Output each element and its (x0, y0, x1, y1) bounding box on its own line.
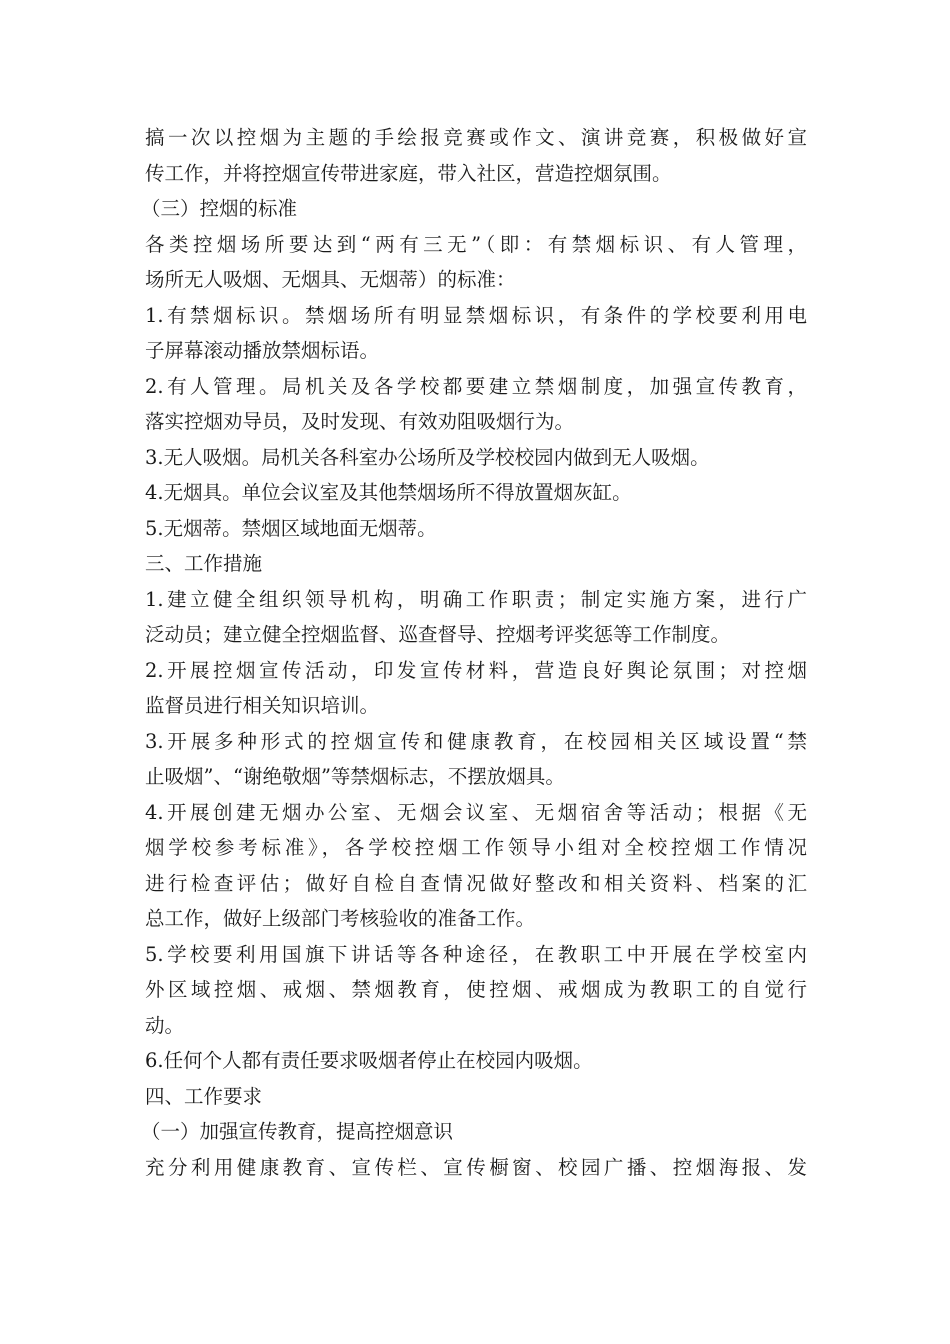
document-body (141, 120, 807, 1185)
text-line: （三）控烟的标准 (141, 197, 298, 220)
text-line: 监督员进行相关知识培训。 (145, 694, 380, 717)
text-line: 1.建立健全组织领导机构，明确工作职责；制定实施方案，进行广 (145, 587, 807, 611)
text-line: 泛动员；建立健全控烟监督、巡查督导、控烟考评奖惩等工作制度。 (145, 623, 731, 646)
text-line: 烟学校参考标准》，各学校控烟工作领导小组对全校控烟工作情况 (145, 836, 807, 859)
text-line: 充分利用健康教育、宣传栏、宣传橱窗、校园广播、控烟海报、发 (145, 1155, 807, 1179)
text-line: 落实控烟劝导员，及时发现、有效劝阻吸烟行为。 (145, 410, 575, 433)
text-line: 4.开展创建无烟办公室、无烟会议室、无烟宿舍等活动；根据《无 (145, 800, 807, 824)
text-line: 2.开展控烟宣传活动，印发宣传材料，营造良好舆论氛围；对控烟 (145, 658, 807, 682)
text-line: 4.无烟具。单位会议室及其他禁烟场所不得放置烟灰缸。 (145, 481, 632, 504)
text-line: 搞一次以控烟为主题的手绘报竞赛或作文、演讲竞赛，积极做好宣 (145, 126, 807, 149)
text-line: 5.学校要利用国旗下讲话等各种途径，在教职工中开展在学校室内 (145, 942, 807, 966)
text-line: 止吸烟”、“谢绝敬烟”等禁烟标志，不摆放烟具。 (145, 765, 565, 788)
text-line: 总工作，做好上级部门考核验收的准备工作。 (145, 907, 536, 930)
text-line: 四、工作要求 (145, 1084, 263, 1108)
text-line: 2.有人管理。局机关及各学校都要建立禁烟制度，加强宣传教育， (145, 374, 807, 398)
text-line: 场所无人吸烟、无烟具、无烟蒂）的标准： (145, 268, 516, 291)
text-line: 各类控烟场所要达到“两有三无”（即：有禁烟标识、有人管理， (145, 232, 807, 256)
text-line: 进行检查评估；做好自检自查情况做好整改和相关资料、档案的汇 (145, 871, 807, 895)
text-line: 3.无人吸烟。局机关各科室办公场所及学校校园内做到无人吸烟。 (145, 445, 710, 469)
text-line: 5.无烟蒂。禁烟区域地面无烟蒂。 (145, 516, 437, 540)
text-line: 三、工作措施 (145, 552, 263, 575)
text-line: 子屏幕滚动播放禁烟标语。 (145, 339, 380, 362)
text-line: 3.开展多种形式的控烟宣传和健康教育，在校园相关区域设置“禁 (145, 729, 807, 753)
text-line: 6.任何个人都有责任要求吸烟者停止在校园内吸烟。 (145, 1049, 593, 1072)
text-line: 外区域控烟、戒烟、禁烟教育，使控烟、戒烟成为教职工的自觉行 (145, 978, 807, 1001)
text-line: 传工作，并将控烟宣传带进家庭，带入社区，营造控烟氛围。 (145, 161, 672, 185)
text-line: （一）加强宣传教育，提高控烟意识 (141, 1120, 454, 1143)
text-line: 动。 (145, 1013, 185, 1037)
text-line: 1.有禁烟标识。禁烟场所有明显禁烟标识，有条件的学校要利用电 (145, 303, 807, 327)
